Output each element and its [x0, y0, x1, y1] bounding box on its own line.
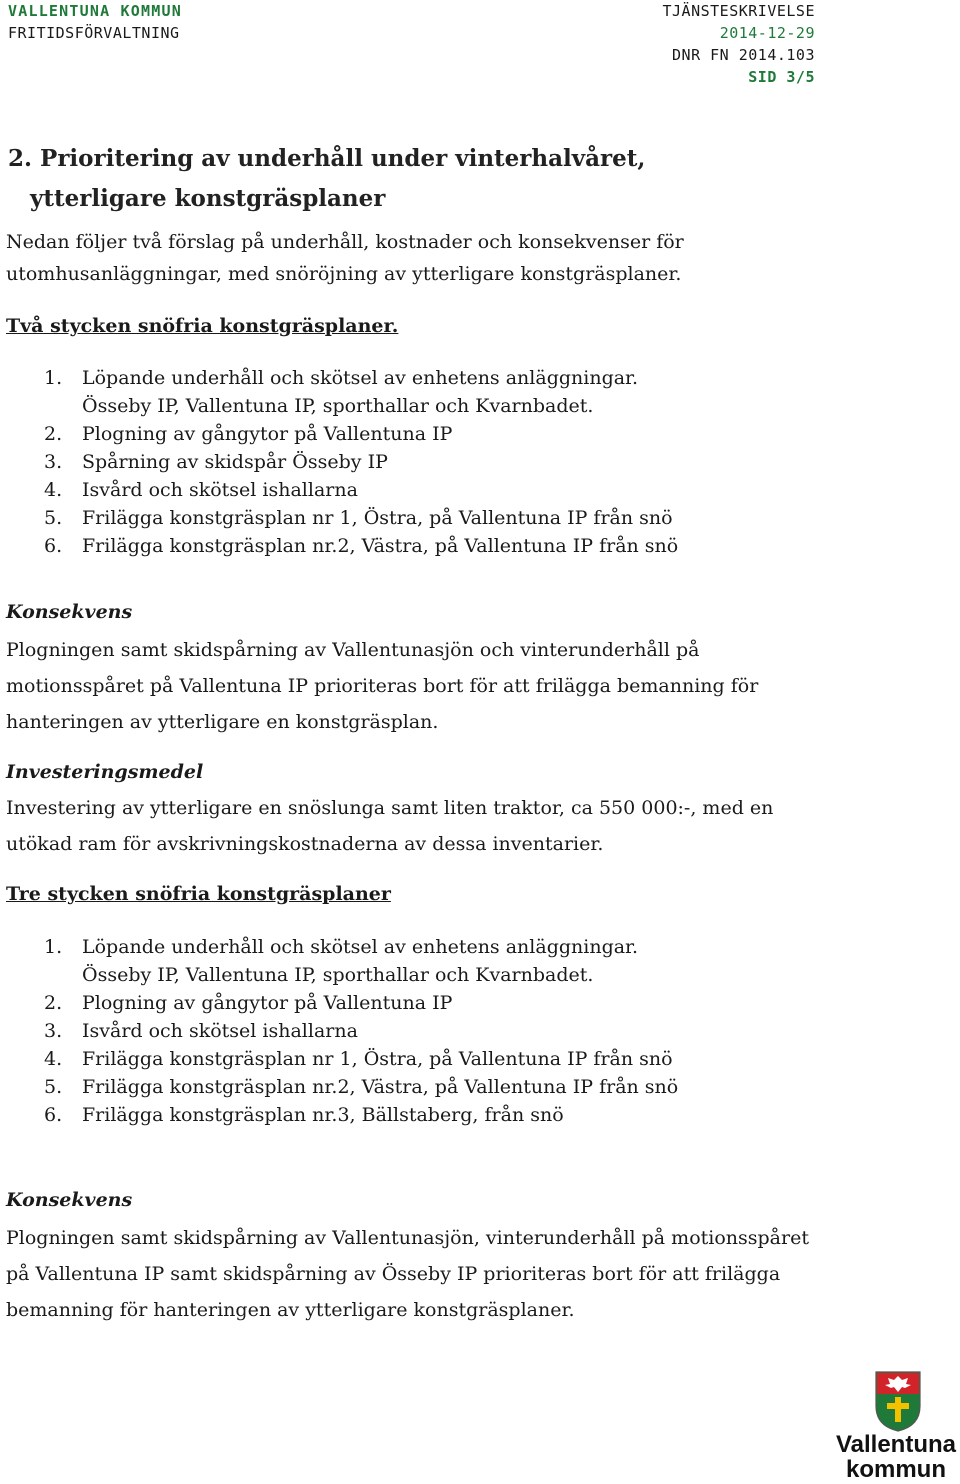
list-text: Frilägga konstgräsplan nr.2, Västra, på Vallentuna IP från snö [82, 1076, 679, 1098]
list-number: 4. [44, 479, 63, 501]
option-three-heading: Tre stycken snöfria konstgräsplaner [6, 883, 391, 905]
list-number: 3. [44, 451, 63, 473]
intro-paragraph-line: utomhusanläggningar, med snöröjning av ytterligare konstgräsplaner. [6, 263, 682, 285]
list-item [44, 422, 744, 446]
investment-line: utökad ram för avskrivningskostnaderna av dessa inventarier. [6, 833, 604, 855]
list-item [44, 366, 744, 390]
list-subtext: Össeby IP, Vallentuna IP, sporthallar och Kvarnbadet. [82, 964, 594, 986]
list-text: Isvård och skötsel ishallarna [82, 1020, 358, 1042]
list-item [44, 506, 744, 530]
list-subtext: Össeby IP, Vallentuna IP, sporthallar och Kvarnbadet. [82, 395, 594, 417]
logo-wordmark-line2: kommun [845, 1456, 946, 1483]
list-number: 2. [44, 423, 63, 445]
list-text: Frilägga konstgräsplan nr 1, Östra, på Vallentuna IP från snö [82, 507, 673, 529]
list-number: 3. [44, 1020, 63, 1042]
list-number: 1. [44, 936, 63, 958]
list-item [44, 450, 744, 474]
list-number: 6. [44, 535, 63, 557]
consequence-line: bemanning för hanteringen av ytterligare konstgräsplaner. [6, 1299, 575, 1321]
consequence-line: Plogningen samt skidspårning av Vallentunasjön och vinterunderhåll på [6, 639, 700, 661]
list-item [44, 478, 744, 502]
consequence-heading: Konsekvens [6, 601, 133, 623]
list-number: 4. [44, 1048, 63, 1070]
list-text: Spårning av skidspår Össeby IP [82, 451, 388, 473]
consequence-line: på Vallentuna IP samt skidspårning av Össeby IP prioriteras bort för att frilägga [6, 1263, 781, 1285]
option-two-heading: Två stycken snöfria konstgräsplaner. [6, 315, 399, 337]
document-date: 2014-12-29 [719, 24, 815, 42]
list-item [44, 1019, 744, 1043]
consequence-line: motionsspåret på Vallentuna IP prioriteras bort för att frilägga bemanning för [6, 675, 759, 697]
logo-wordmark-line1: Vallentuna [835, 1431, 957, 1458]
list-text: Frilägga konstgräsplan nr.2, Västra, på Vallentuna IP från snö [82, 535, 679, 557]
section-title: 2. Prioritering av underhåll under vinterhalvåret, [8, 145, 646, 172]
list-item [44, 1047, 744, 1071]
list-number: 1. [44, 367, 63, 389]
list-number: 5. [44, 507, 63, 529]
document-number: DNR FN 2014.103 [672, 46, 815, 64]
consequence-line: hanteringen av ytterligare en konstgräsplan. [6, 711, 439, 733]
consequence-heading: Konsekvens [6, 1189, 133, 1211]
department-name: FRITIDSFÖRVALTNING [8, 24, 180, 42]
list-item [44, 935, 744, 959]
document-type: TJÄNSTESKRIVELSE [662, 2, 815, 20]
list-text: Isvård och skötsel ishallarna [82, 479, 358, 501]
consequence-line: Plogningen samt skidspårning av Vallentunasjön, vinterunderhåll på motionsspåret [6, 1227, 809, 1249]
list-text: Plogning av gångytor på Vallentuna IP [82, 992, 453, 1014]
list-text: Frilägga konstgräsplan nr 1, Östra, på Vallentuna IP från snö [82, 1048, 673, 1070]
coat-of-arms-icon [874, 1370, 922, 1432]
list-text: Frilägga konstgräsplan nr.3, Bällstaberg, från snö [82, 1104, 564, 1126]
investment-line: Investering av ytterligare en snöslunga samt liten traktor, ca 550 000:-, med en [6, 797, 774, 819]
list-number: 5. [44, 1076, 63, 1098]
section-title-continued: ytterligare konstgräsplaner [30, 185, 386, 212]
organization-name: VALLENTUNA KOMMUN [8, 2, 182, 20]
list-number: 6. [44, 1104, 63, 1126]
list-text: Plogning av gångytor på Vallentuna IP [82, 423, 453, 445]
list-text: Löpande underhåll och skötsel av enhetens anläggningar. [82, 367, 639, 389]
investment-heading: Investeringsmedel [6, 761, 204, 783]
list-item [44, 991, 744, 1015]
list-number: 2. [44, 992, 63, 1014]
vallentuna-kommun-logo [832, 1370, 960, 1482]
intro-paragraph-line: Nedan följer två förslag på underhåll, kostnader och konsekvenser för [6, 231, 684, 253]
list-item [44, 534, 744, 558]
list-item [44, 1075, 744, 1099]
list-text: Löpande underhåll och skötsel av enhetens anläggningar. [82, 936, 639, 958]
list-item [44, 1103, 744, 1127]
page-number: SID 3/5 [748, 68, 815, 86]
